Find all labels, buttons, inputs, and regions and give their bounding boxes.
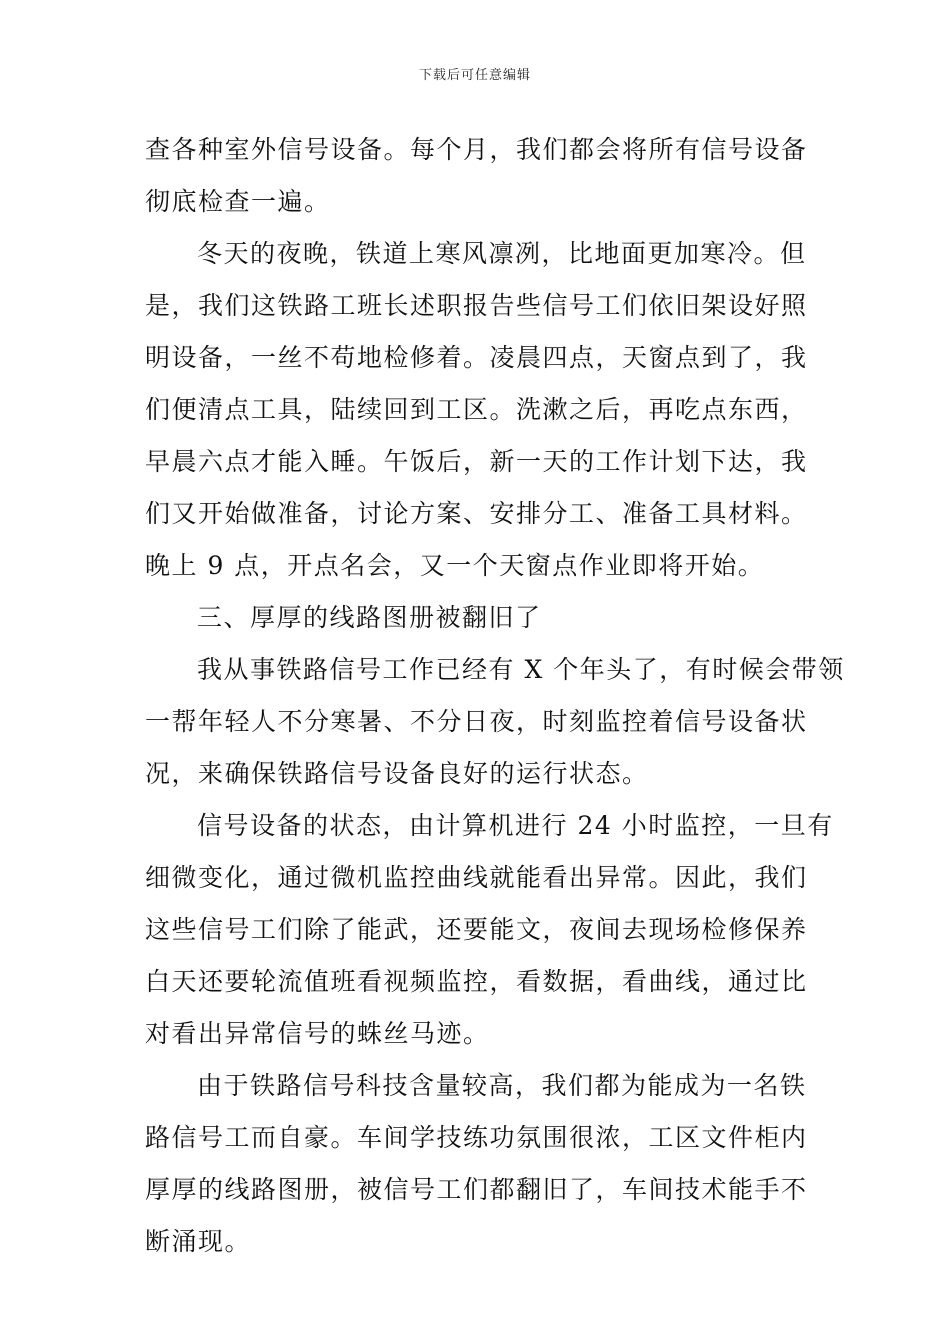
text-line: 彻底检查一遍。 (145, 187, 331, 216)
text-line: 信号设备的状态，由计算机进行 24 小时监控，一旦有 (197, 811, 834, 840)
text-line: 是，我们这铁路工班长述职报告些信号工们依旧架设好照 (145, 291, 808, 320)
text-line: 早晨六点才能入睡。午饭后，新一天的工作计划下达，我 (145, 447, 808, 476)
text-line: 细微变化，通过微机监控曲线就能看出异常。因此，我们 (145, 863, 808, 892)
text-line: 由于铁路信号科技含量较高，我们都为能成为一名铁 (197, 1071, 807, 1100)
text-line: 厚厚的线路图册，被信号工们都翻旧了，车间技术能手不 (145, 1175, 808, 1204)
text-line: 晚上 9 点，开点名会，又一个天窗点作业即将开始。 (145, 551, 765, 580)
text-line: 我从事铁路信号工作已经有 X 个年头了，有时候会带领 (197, 655, 845, 684)
text-line: 三、厚厚的线路图册被翻旧了 (197, 603, 542, 632)
text-line: 冬天的夜晚，铁道上寒风凛冽，比地面更加寒冷。但 (197, 239, 807, 268)
text-line: 这些信号工们除了能武，还要能文，夜间去现场检修保养 (145, 915, 808, 944)
text-line: 对看出异常信号的蛛丝马迹。 (145, 1019, 490, 1048)
text-line: 们又开始做准备，讨论方案、安排分工、准备工具材料。 (145, 499, 808, 528)
text-line: 白天还要轮流值班看视频监控，看数据，看曲线，通过比 (145, 967, 808, 996)
text-line: 们便清点工具，陆续回到工区。洗漱之后，再吃点东西， (145, 395, 808, 424)
paragraph (145, 644, 845, 800)
text-line: 路信号工而自豪。车间学技练功氛围很浓，工区文件柜内 (145, 1123, 808, 1152)
text-line: 断涌现。 (145, 1227, 252, 1256)
text-line: 况，来确保铁路信号设备良好的运行状态。 (145, 759, 649, 788)
paragraph (145, 124, 810, 228)
paragraph (145, 1060, 810, 1268)
paragraph (145, 228, 810, 592)
text-line: 查各种室外信号设备。每个月，我们都会将所有信号设备 (145, 135, 808, 164)
text-line: 明设备，一丝不苟地检修着。凌晨四点，天窗点到了，我 (145, 343, 808, 372)
paragraph (145, 592, 810, 644)
page-header: 下载后可任意编辑 (418, 68, 531, 83)
document-body (145, 124, 845, 1268)
text-line: 一帮年轻人不分寒暑、不分日夜，时刻监控着信号设备状 (145, 707, 808, 736)
paragraph (145, 800, 834, 1060)
